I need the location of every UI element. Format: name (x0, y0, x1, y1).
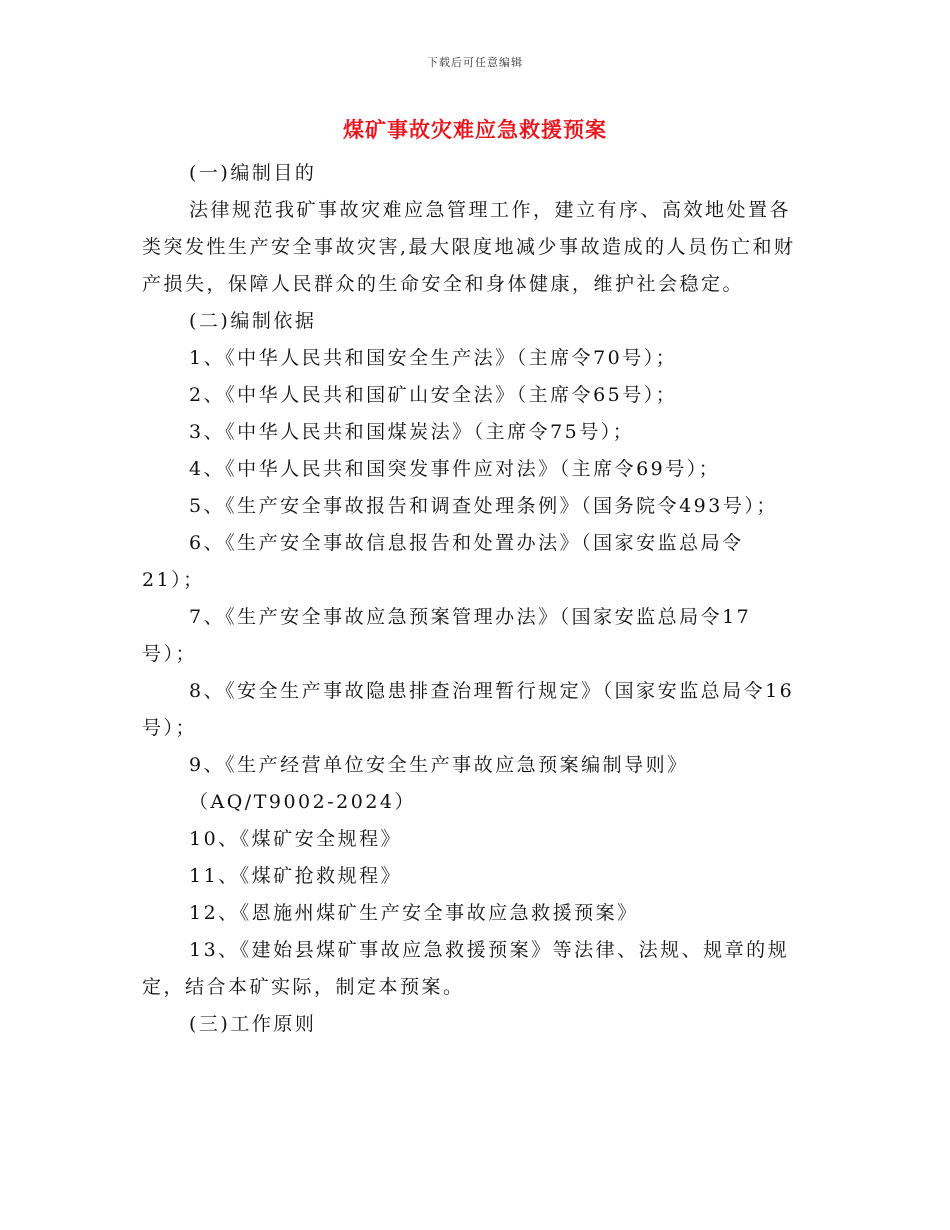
paragraph-line: 4、《中华人民共和国突发事件应对法》（主席令69号）； (189, 458, 721, 480)
paragraph-line: 产损失，保障人民群众的生命安全和身体健康，维护社会稳定。 (142, 273, 745, 295)
paragraph-line: 号）； (142, 717, 198, 739)
paragraph-line: 13、《建始县煤矿事故应急救援预案》等法律、法规、规章的规 (189, 939, 790, 961)
document-body (142, 155, 822, 1043)
paragraph-line: 10、《煤矿安全规程》 (189, 828, 403, 850)
paragraph-line: 11、《煤矿抢救规程》 (189, 865, 403, 887)
paragraph-line: 8、《安全生产事故隐患排查治理暂行规定》（国家安监总局令16 (189, 680, 795, 702)
header-note: 下载后可任意编辑 (427, 56, 523, 69)
paragraph-line: 12、《恩施州煤矿生产安全事故应急救援预案》 (189, 902, 639, 924)
paragraph-line: 号）； (142, 643, 198, 665)
paragraph-line: (一)编制目的 (189, 162, 317, 184)
paragraph-line: (三)工作原则 (189, 1013, 317, 1035)
paragraph-line: 5、《生产安全事故报告和调查处理条例》（国务院令493号）； (189, 495, 778, 517)
paragraph-line: 定，结合本矿实际，制定本预案。 (142, 976, 465, 998)
paragraph-line: 7、《生产安全事故应急预案管理办法》（国家安监总局令17 (189, 606, 752, 628)
paragraph-line: 6、《生产安全事故信息报告和处置办法》（国家安监总局令 (189, 532, 744, 554)
paragraph-line: 3、《中华人民共和国煤炭法》（主席令75号）； (189, 421, 635, 443)
paragraph-line: 1、《中华人民共和国安全生产法》（主席令70号）； (189, 347, 678, 369)
paragraph-line: (二)编制依据 (189, 310, 317, 332)
paragraph-line: （AQ/T9002-2024） (189, 791, 416, 813)
paragraph-line: 法律规范我矿事故灾难应急管理工作，建立有序、高效地处置各 (189, 199, 792, 221)
paragraph-line: 21）； (142, 569, 205, 591)
paragraph-line: 2、《中华人民共和国矿山安全法》（主席令65号）； (189, 384, 678, 406)
document-title: 煤矿事故灾难应急救援预案 (343, 117, 607, 142)
paragraph-line: 类突发性生产安全事故灾害,最大限度地减少事故造成的人员伤亡和财 (142, 236, 796, 258)
paragraph-line: 9、《生产经营单位安全生产事故应急预案编制导则》 (189, 754, 689, 776)
